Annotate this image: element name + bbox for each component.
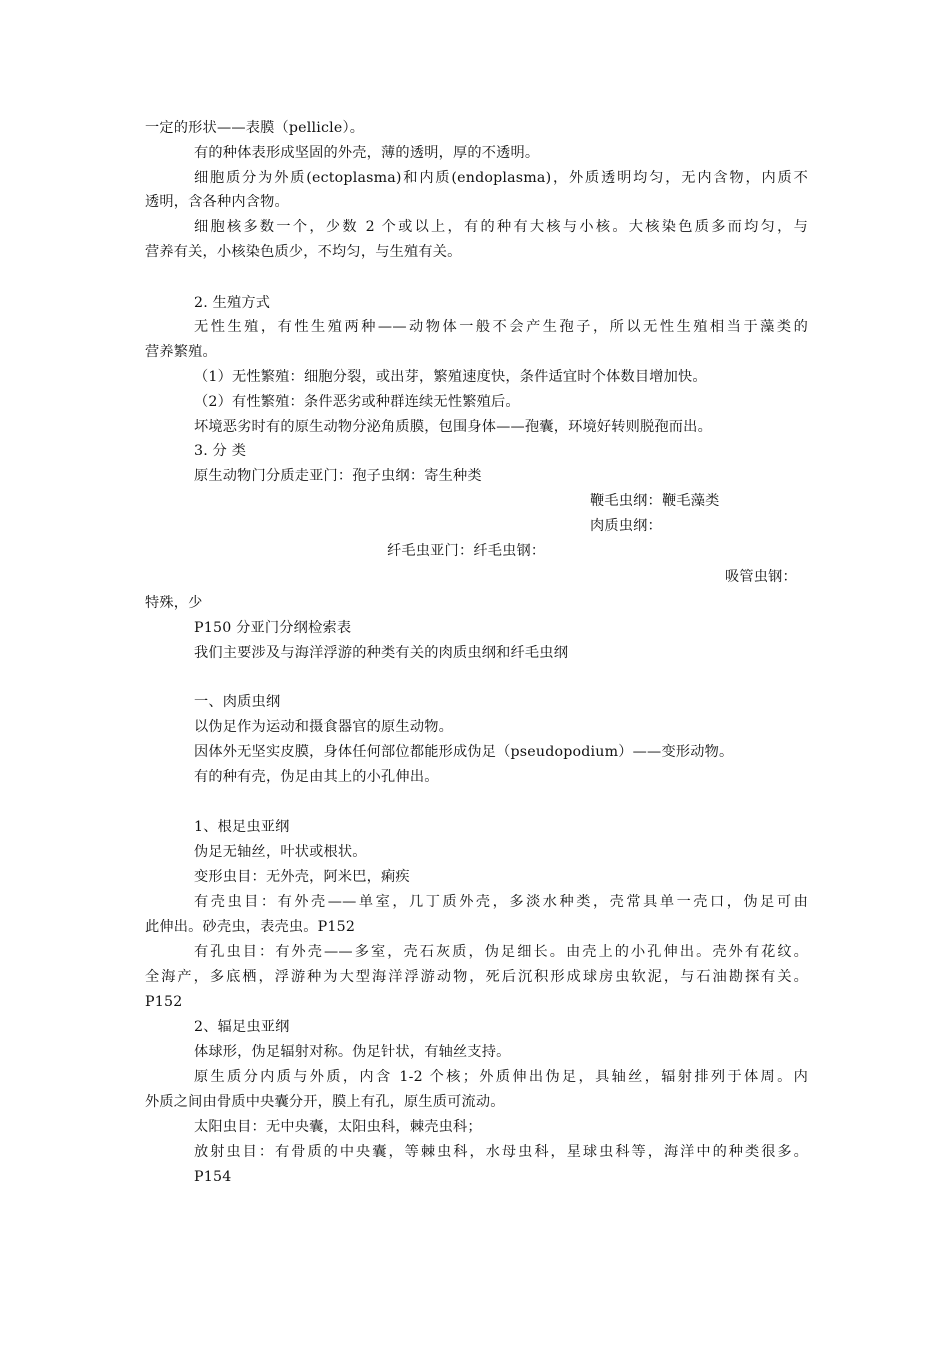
text-line: 因体外无坚实皮膜，身体任何部位都能形成伪足（pseudopodium）——变形动物。 — [194, 744, 734, 760]
text-line: 营养繁殖。 — [145, 344, 217, 360]
section-heading: 一、肉质虫纲 — [194, 694, 281, 710]
text-line: （2）有性繁殖：条件恶劣或种群连续无性繁殖后。 — [194, 394, 520, 410]
section-heading: 2. 生殖方式 — [194, 295, 271, 311]
text-line: 肉质虫纲： — [590, 518, 662, 534]
text-line: 放射虫目：有骨质的中央囊，等棘虫科，水母虫科，星球虫科等，海洋中的种类很多。 — [194, 1144, 808, 1160]
text-line: 外质之间由骨质中央囊分开，膜上有孔，原生质可流动。 — [145, 1094, 505, 1110]
text-line: 原生动物门分质走亚门：孢子虫纲：寄生种类 — [194, 468, 482, 484]
text-line: 体球形，伪足辐射对称。伪足针状，有轴丝支持。 — [194, 1044, 511, 1060]
text-line: 坏境恶劣时有的原生动物分泌角质膜，包围身体——孢囊，环境好转则脱孢而出。 — [194, 419, 712, 435]
text-line: 特殊，少 — [145, 595, 203, 611]
text-line: 变形虫目：无外壳，阿米巴，痢疾 — [194, 869, 410, 885]
text-line: 太阳虫目：无中央囊，太阳虫科，棘壳虫科； — [194, 1119, 482, 1135]
text-line: 鞭毛虫纲：鞭毛藻类 — [590, 493, 720, 509]
text-line: P152 — [145, 994, 183, 1010]
text-line: 以伪足作为运动和摄食器官的原生动物。 — [194, 719, 453, 735]
text-line: 此伸出。砂壳虫，表壳虫。P152 — [145, 919, 356, 935]
text-line: 有的种有壳，伪足由其上的小孔伸出。 — [194, 769, 439, 785]
text-line: 透明，含各种内含物。 — [145, 194, 289, 210]
section-heading: 1、根足虫亚纲 — [194, 819, 290, 835]
text-line: 一定的形状——表膜（pellicle）。 — [145, 120, 365, 136]
section-heading: 3. 分 类 — [194, 443, 247, 459]
text-line: 有壳虫目：有外壳——单室，几丁质外壳，多淡水种类，壳常具单一壳口，伪足可由 — [194, 894, 808, 910]
text-line: 无性生殖，有性生殖两种——动物体一般不会产生孢子，所以无性生殖相当于藻类的 — [194, 319, 808, 335]
text-line: 细胞核多数一个，少数 2 个或以上，有的种有大核与小核。大核染色质多而均匀，与 — [194, 219, 808, 235]
text-line: 伪足无轴丝，叶状或根状。 — [194, 844, 367, 860]
text-line: 纤毛虫亚门：纤毛虫钢： — [387, 543, 546, 559]
text-line: （1）无性繁殖：细胞分裂，或出芽，繁殖速度快，条件适宜时个体数目增加快。 — [194, 369, 707, 385]
text-line: 有的种体表形成坚固的外壳，薄的透明，厚的不透明。 — [194, 145, 540, 161]
text-line: P154 — [194, 1169, 232, 1185]
text-line: 有孔虫目：有外壳——多室，壳石灰质，伪足细长。由壳上的小孔伸出。壳外有花纹。 — [194, 944, 808, 960]
text-line: 吸管虫钢： — [725, 569, 797, 585]
text-line: 原生质分内质与外质，内含 1-2 个核；外质伸出伪足，具轴丝，辐射排列于体周。内 — [194, 1069, 808, 1085]
text-line: 营养有关，小核染色质少，不均匀，与生殖有关。 — [145, 244, 462, 260]
text-line: 我们主要涉及与海洋浮游的种类有关的肉质虫纲和纤毛虫纲 — [194, 645, 569, 661]
text-line: 全海产，多底栖，浮游种为大型海洋浮游动物，死后沉积形成球房虫软泥，与石油勘探有关。 — [145, 969, 808, 985]
text-line: 细胞质分为外质(ectoplasma)和内质(endoplasma)，外质透明均匀，无内含物，内质不 — [194, 170, 808, 186]
text-line: P150 分亚门分纲检索表 — [194, 620, 352, 636]
section-heading: 2、辐足虫亚纲 — [194, 1019, 290, 1035]
